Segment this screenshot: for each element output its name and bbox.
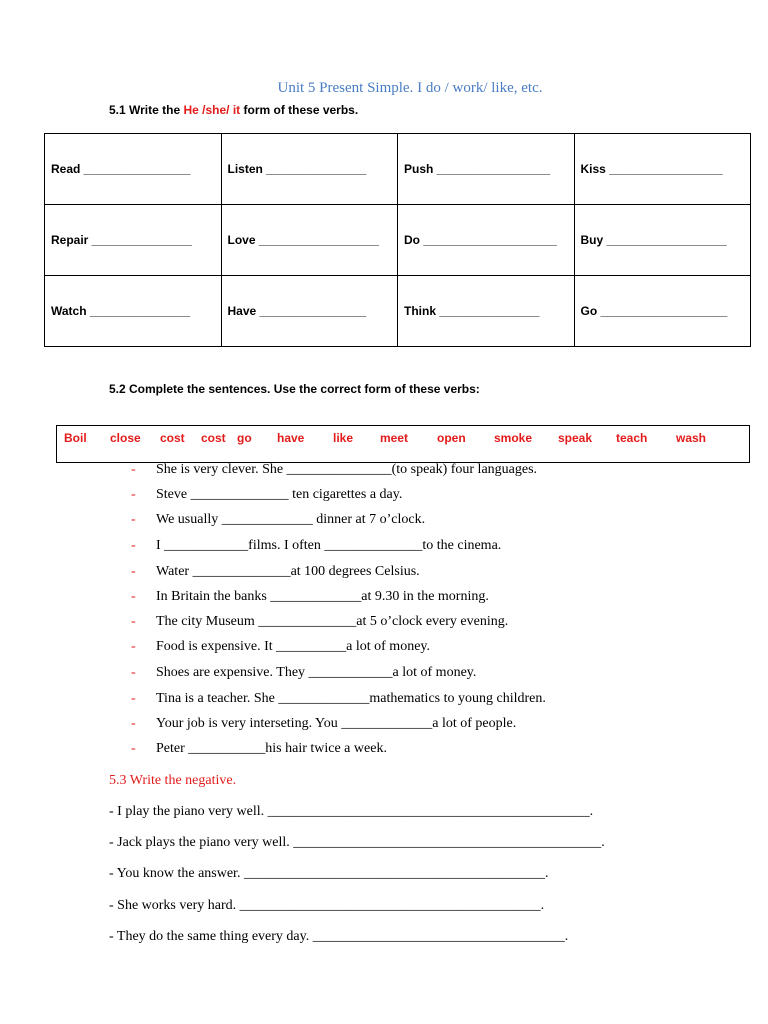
heading-suffix: form of these verbs. [240,103,359,117]
word-bank-item: open [437,431,466,445]
verb-cell: Push _________________ [398,134,575,205]
word-bank-item: go [237,431,252,445]
list-item: Steve ______________ ten cigarettes a day. [156,487,403,502]
list-item: Shoes are expensive. They ____________a lot of money. [156,665,477,680]
verb-form-table [44,133,751,347]
verb-cell: Repair _______________ [45,205,222,276]
verb-cell: Love __________________ [221,205,398,276]
verb-cell: Go ___________________ [574,276,751,347]
list-item: I ____________films. I often ______________to the cinema. [156,538,502,553]
word-bank-item: meet [380,431,409,445]
verb-cell: Do ____________________ [398,205,575,276]
word-bank-item: have [277,431,305,445]
list-item: - Jack plays the piano very well. ____________________________________________. [109,835,605,850]
list-item: - They do the same thing every day. ____________________________________. [109,929,569,944]
list-bullet: - [131,691,136,706]
list-bullet: - [131,589,136,604]
list-item: Your job is very interseting. You _____________a lot of people. [156,716,517,731]
list-item: - You know the answer. ___________________________________________. [109,866,549,881]
exercise-5-3-heading: 5.3 Write the negative. [109,773,237,788]
list-bullet: - [131,639,136,654]
table-row [45,276,751,347]
table-row [45,205,751,276]
list-item: In Britain the banks _____________at 9.30 in the morning. [156,589,489,604]
heading-prefix: 5.1 Write the [109,103,184,117]
word-bank-item: close [110,431,141,445]
list-bullet: - [131,462,136,477]
list-item: - I play the piano very well. ______________________________________________. [109,804,594,819]
list-bullet: - [131,716,136,731]
table-row [45,134,751,205]
exercise-5-2-heading: 5.2 Complete the sentences. Use the correct form of these verbs: [109,382,480,396]
verb-cell: Buy __________________ [574,205,751,276]
list-item: Water ______________at 100 degrees Celsius. [156,564,420,579]
list-bullet: - [131,512,136,527]
verb-cell: Kiss _________________ [574,134,751,205]
verb-cell: Read ________________ [45,134,222,205]
word-bank-item: cost [201,431,226,445]
list-item: We usually _____________ dinner at 7 o’clock. [156,512,426,527]
heading-highlight: He /she/ it [183,103,241,117]
list-bullet: - [131,564,136,579]
list-bullet: - [131,538,136,553]
list-item: - She works very hard. ___________________________________________. [109,898,545,913]
word-bank-item: like [333,431,354,445]
verb-cell: Have ________________ [221,276,398,347]
verb-cell: Think _______________ [398,276,575,347]
word-bank [56,425,750,463]
list-item: Tina is a teacher. She _____________mathematics to young children. [156,691,546,706]
word-bank-item: teach [616,431,648,445]
list-bullet: - [131,487,136,502]
exercise-5-1-heading [109,103,358,117]
page-title: Unit 5 Present Simple. I do / work/ like, etc. [277,80,543,96]
list-bullet: - [131,614,136,629]
word-bank-item: Boil [64,431,87,445]
word-bank-item: wash [676,431,707,445]
list-item: Peter ___________his hair twice a week. [156,741,387,756]
verb-cell: Listen _______________ [221,134,398,205]
list-bullet: - [131,665,136,680]
verb-cell: Watch _______________ [45,276,222,347]
word-bank-item: speak [558,431,593,445]
list-item: Food is expensive. It __________a lot of money. [156,639,431,654]
list-bullet: - [131,741,136,756]
word-bank-item: cost [160,431,185,445]
list-item: The city Museum ______________at 5 o’clock every evening. [156,614,509,629]
word-bank-item: smoke [494,431,533,445]
list-item: She is very clever. She _______________(to speak) four languages. [156,462,538,477]
